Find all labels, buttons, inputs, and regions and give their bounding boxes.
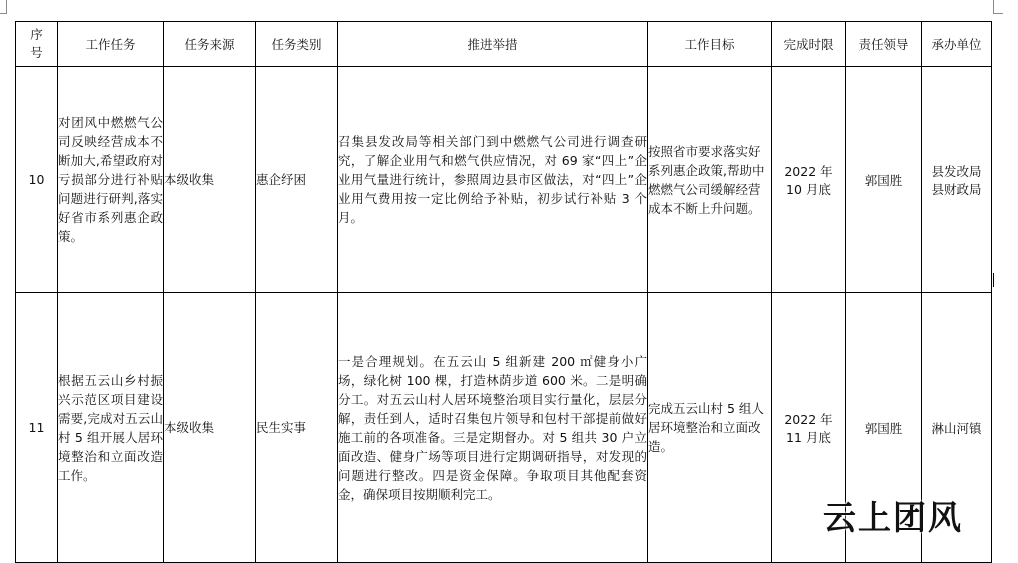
cell-task: 根据五云山乡村振兴示范区项目建设需要,完成对五云山村 5 组开展人居环境整治和立面改造工作。 xyxy=(58,293,164,563)
cell-deadline: 2022 年 11 月底 xyxy=(772,293,846,563)
cell-goal: 完成五云山村 5 组人居环境整治和立面改造。 xyxy=(648,293,772,563)
table-row xyxy=(16,67,992,293)
cell-source: 本级收集 xyxy=(164,293,256,563)
cell-seq: 10 xyxy=(16,67,58,293)
header-unit: 承办单位 xyxy=(922,22,992,67)
page-corner-mark xyxy=(0,13,7,14)
page-corner-mark xyxy=(993,0,994,14)
cell-measures: 一是合理规划。在五云山 5 组新建 200 ㎡健身小广场，绿化树 100 棵，打造林荫步道 600 米。二是明确分工。对五云山村人居环境整治项目实行量化，层层分解，责任到人，适时召集包片领导和包村干部提前做好施工前的各项准备。三是定期督办。对 5 组共 30 户立面改造、健身广场等项目进行定期调研指导，对发现的问题进行整改。四是资金保障。争取项目其他配套资金，确保项目按期顺利完工。 xyxy=(338,293,648,563)
cell-unit: 淋山河镇 xyxy=(922,293,992,563)
cell-category: 民生实事 xyxy=(256,293,338,563)
cell-task: 对团风中燃燃气公司反映经营成本不断加大,希望政府对亏损部分进行补贴问题进行研判,落实好省市系列惠企政策。 xyxy=(58,67,164,293)
cell-seq: 11 xyxy=(16,293,58,563)
header-leader: 责任领导 xyxy=(846,22,922,67)
cell-measures: 召集县发改局等相关部门到中燃燃气公司进行调查研究，了解企业用气和燃气供应情况，对 69 家“四上”企业用气量进行统计，参照周边县市区做法，对“四上”企业用气费用按一定比例给予补贴，初步试行补贴 3 个月。 xyxy=(338,67,648,293)
header-seq xyxy=(16,22,58,67)
header-deadline: 完成时限 xyxy=(772,22,846,67)
header-task: 工作任务 xyxy=(58,22,164,67)
cell-leader: 郭国胜 xyxy=(846,67,922,293)
text-cursor xyxy=(993,273,994,287)
header-measures: 推进举措 xyxy=(338,22,648,67)
header-seq-label: 序号 xyxy=(30,27,43,60)
watermark-logo: 云上团风 xyxy=(823,498,963,537)
header-category: 任务类别 xyxy=(256,22,338,67)
cell-unit: 县发改局 县财政局 xyxy=(922,67,992,293)
header-source: 任务来源 xyxy=(164,22,256,67)
cell-goal: 按照省市要求落实好系列惠企政策,帮助中燃燃气公司缓解经营成本不断上升问题。 xyxy=(648,67,772,293)
page-corner-mark xyxy=(6,0,7,14)
table-header-row xyxy=(16,22,992,67)
cell-leader: 郭国胜 xyxy=(846,293,922,563)
cell-category: 惠企纾困 xyxy=(256,67,338,293)
task-table xyxy=(15,21,992,563)
page-corner-mark xyxy=(993,13,1003,14)
cell-source: 本级收集 xyxy=(164,67,256,293)
cell-deadline: 2022 年 10 月底 xyxy=(772,67,846,293)
header-goal: 工作目标 xyxy=(648,22,772,67)
